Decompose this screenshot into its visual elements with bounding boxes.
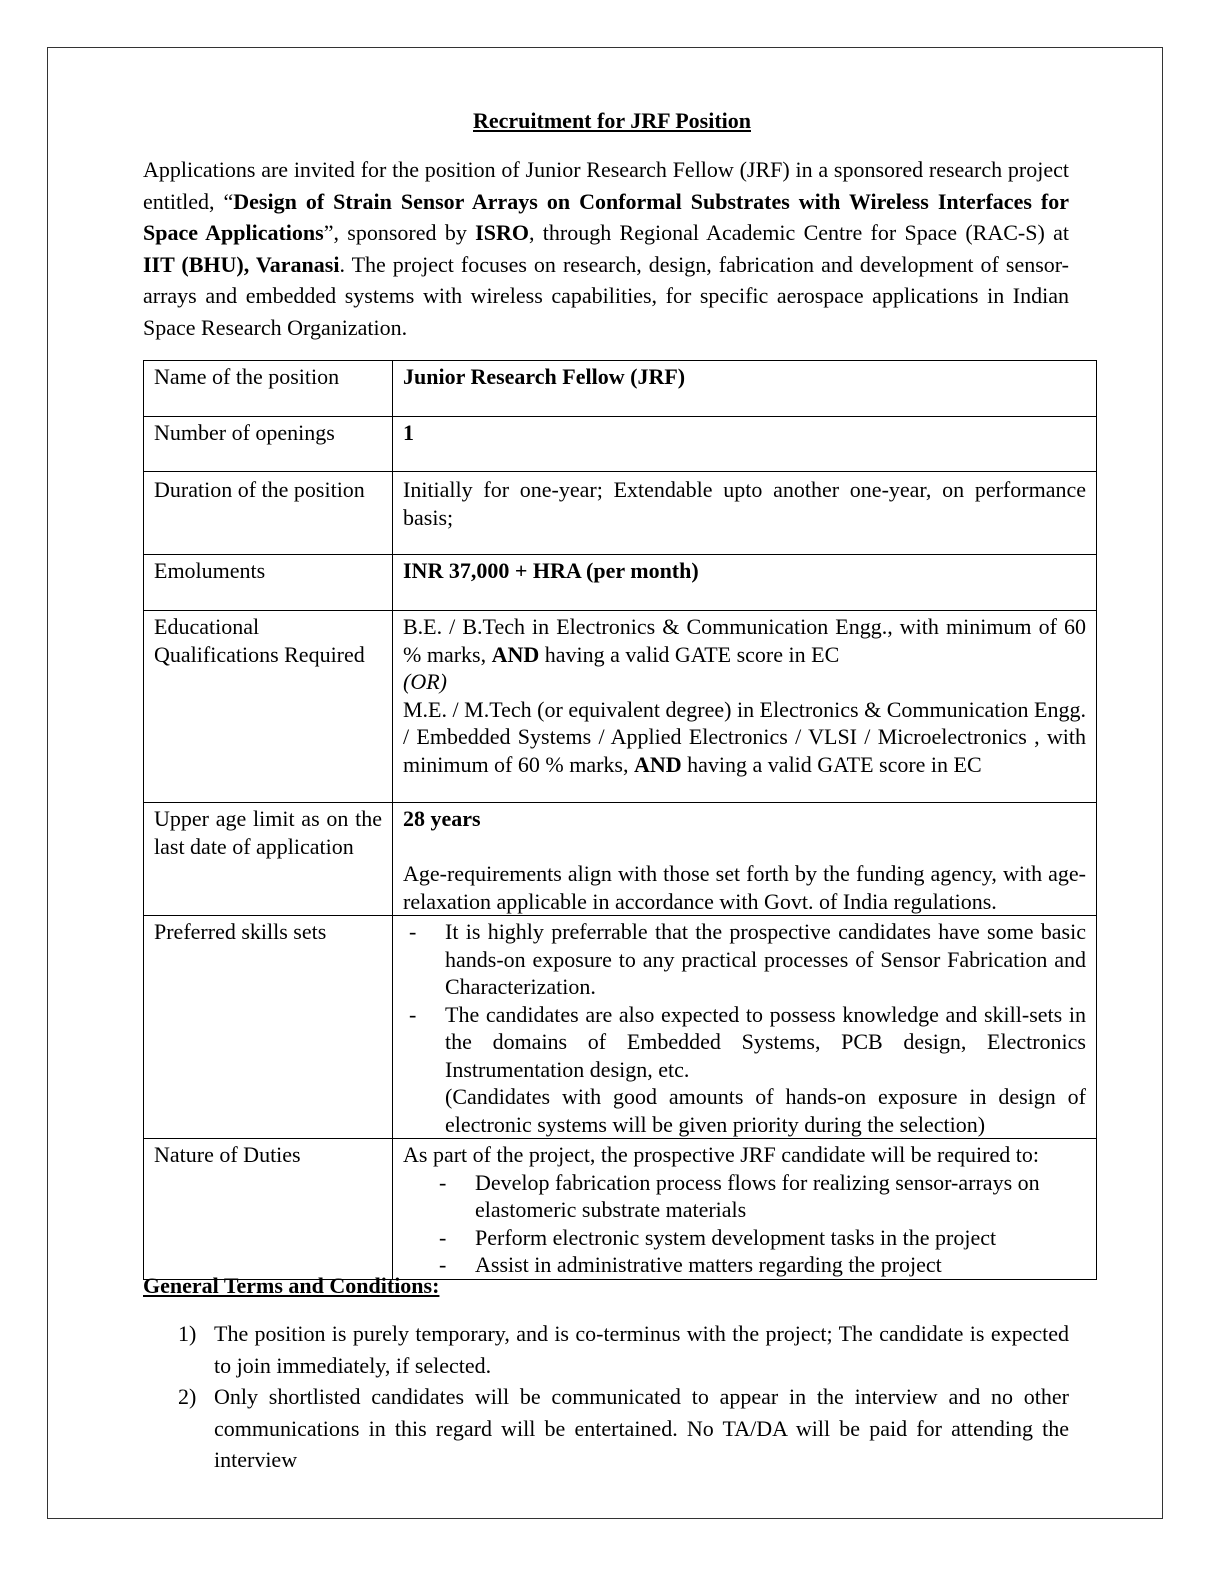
term-text: Only shortlisted candidates will be communicated to appear in the interview and no other communications in this regard will be entertained. No TA/DA will be paid for attending the interview: [214, 1384, 1069, 1472]
table-row: [144, 1139, 1097, 1280]
age-note: Age-requirements align with those set forth by the funding agency, with age-relaxation applicable in accordance with Govt. of India regulations.: [403, 861, 1086, 914]
table-row: [144, 472, 1097, 555]
intro-text-2: ”, sponsored by: [323, 220, 476, 245]
list-item: - Develop fabrication process flows for realizing sensor-arrays on elastomeric substrate materials: [433, 1169, 1086, 1224]
intro-paragraph: [143, 154, 1069, 343]
list-item: - Assist in administrative matters regarding the project: [433, 1251, 1086, 1279]
item-number: 1): [178, 1321, 197, 1346]
table-row: [144, 916, 1097, 1139]
row-label: Preferred skills sets: [144, 916, 393, 1139]
table-row: [144, 555, 1097, 611]
openings-count: 1: [393, 417, 1097, 472]
or-separator: (OR): [403, 669, 447, 694]
intro-text-4: . The project focuses on research, design, fabrication and development of sensor-arrays and embedded systems with wireless capabilities, for specific aerospace applications in Indian Space Research Organization.: [143, 251, 1069, 340]
age-value: [393, 803, 1097, 916]
table-row: [144, 361, 1097, 417]
row-label: Nature of Duties: [144, 1139, 393, 1280]
sponsor-name: ISRO: [475, 220, 529, 245]
project-title: Design of Strain Sensor Arrays on Conformal Substrates with Wireless Interfaces for Space Applications: [143, 188, 1069, 245]
skills-note: (Candidates with good amounts of hands-on exposure in design of electronic systems will be given priority during the selection): [445, 1084, 1086, 1137]
spacer: [403, 833, 1086, 861]
duties-intro: As part of the project, the prospective JRF candidate will be required to:: [403, 1142, 1039, 1167]
list-item: - It is highly preferrable that the prospective candidates have some basic hands-on exposure to any practical processes of Sensor Fabrication and Characterization.: [403, 918, 1086, 1001]
row-label: Emoluments: [144, 555, 393, 611]
row-label: Upper age limit as on the last date of application: [144, 803, 393, 916]
item-number: 2): [178, 1384, 197, 1409]
age-limit: 28 years: [403, 806, 481, 831]
row-label: Educational Qualifications Required: [144, 611, 393, 803]
position-name: Junior Research Fellow (JRF): [393, 361, 1097, 417]
skills-value: [393, 916, 1097, 1139]
education-value: [393, 611, 1097, 803]
table-row: [144, 611, 1097, 803]
intro-text-1: Applications are invited for the position of Junior Research Fellow (JRF) in a sponsored research project entitled, “: [143, 157, 1069, 214]
page-title: Recruitment for JRF Position: [473, 108, 751, 133]
table-row: [144, 417, 1097, 472]
list-item: - Perform electronic system development tasks in the project: [433, 1224, 1086, 1252]
duration-value: Initially for one-year; Extendable upto another one-year, on performance basis;: [393, 472, 1097, 555]
intro-text-3: , through Regional Academic Centre for Space (RAC-S) at: [528, 220, 1069, 245]
table-row: [144, 803, 1097, 916]
qualification-option-1: B.E. / B.Tech in Electronics & Communication Engg., with minimum of 60 % marks, AND having a valid GATE score in EC: [403, 614, 1086, 667]
duties-value: [393, 1139, 1097, 1280]
institute-name: IIT (BHU), Varanasi: [143, 251, 340, 277]
emoluments-value: INR 37,000 + HRA (per month): [393, 555, 1097, 611]
terms-heading: General Terms and Conditions:: [143, 1273, 440, 1298]
term-text: The position is purely temporary, and is co-terminus with the project; The candidate is expected to join immediately, if selected.: [214, 1321, 1069, 1378]
list-item: [143, 1381, 1069, 1476]
list-item: [143, 1318, 1069, 1381]
terms-list: [143, 1318, 1069, 1476]
skills-list: [403, 918, 1086, 1083]
duties-list: [403, 1169, 1086, 1279]
list-item: - The candidates are also expected to possess knowledge and skill-sets in the domains of Embedded Systems, PCB design, Electronics Instrumentation design, etc.: [403, 1001, 1086, 1084]
position-details-table: [143, 360, 1097, 1280]
row-label: Number of openings: [144, 417, 393, 472]
row-label: Duration of the position: [144, 472, 393, 555]
row-label: Name of the position: [144, 361, 393, 417]
qualification-option-2: M.E. / M.Tech (or equivalent degree) in Electronics & Communication Engg. / Embedded Systems / Applied Electronics / VLSI / Microelectronics , with minimum of 60 % marks, AND having a valid GATE score in EC: [403, 696, 1086, 777]
